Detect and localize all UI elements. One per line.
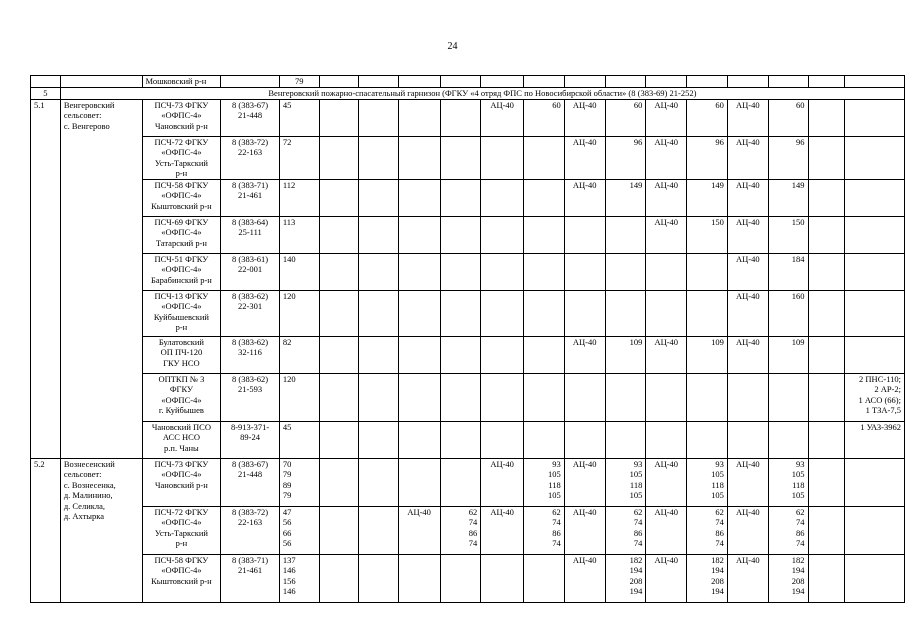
time-cell: 62 74 86 74 <box>605 506 646 554</box>
unit-cell: ОПТКП № 3 ФГКУ «ОФПС-4» г. Куйбышев <box>142 373 221 421</box>
phone-cell: 8 (383-61) 22-001 <box>221 253 280 290</box>
vehicle-cell: АЦ-40 <box>481 506 524 554</box>
time-cell: 62 74 86 74 <box>440 506 481 554</box>
vehicle-cell: АЦ-40 <box>727 136 768 179</box>
vehicle-cell: АЦ-40 <box>727 506 768 554</box>
phone-cell: 8 (383-67) 21-448 <box>221 458 280 506</box>
time-cell: 60 <box>687 99 728 136</box>
time-cell: 93 105 118 105 <box>605 458 646 506</box>
time-cell: 149 <box>768 179 808 216</box>
time-cell: 79 <box>279 76 319 88</box>
phone-cell: 8 (383-62) 32-116 <box>221 336 280 373</box>
vehicle-cell: АЦ-40 <box>727 554 768 602</box>
time-cell: 72 <box>279 136 319 179</box>
phone-cell: 8 (383-67) 21-448 <box>221 99 280 136</box>
settlement-cell: Вознесенский сельсовет: с. Вознесенка, д. Малинино, д. Селикла, д. Ахтырка <box>60 458 142 602</box>
table-row <box>31 373 905 421</box>
time-cell: 182 194 208 194 <box>768 554 808 602</box>
time-cell: 112 <box>279 179 319 216</box>
time-cell: 96 <box>605 136 646 179</box>
vehicle-cell: АЦ-40 <box>564 99 605 136</box>
table-row <box>31 179 905 216</box>
table-row <box>31 76 905 88</box>
unit-cell: ПСЧ-72 ФГКУ «ОФПС-4» Усть-Таркский р-н <box>142 506 221 554</box>
vehicle-cell: АЦ-40 <box>564 506 605 554</box>
time-cell: 140 <box>279 253 319 290</box>
time-cell: 182 194 208 194 <box>605 554 646 602</box>
phone-cell: 8 (383-64) 25-111 <box>221 216 280 253</box>
time-cell: 120 <box>279 373 319 421</box>
vehicle-cell: АЦ-40 <box>646 216 687 253</box>
time-cell: 149 <box>687 179 728 216</box>
vehicle-cell: АЦ-40 <box>727 458 768 506</box>
page-number: 24 <box>447 41 458 52</box>
phone-cell: 8 (383-72) 22-163 <box>221 506 280 554</box>
vehicle-cell: АЦ-40 <box>564 179 605 216</box>
fire-units-table <box>30 75 905 603</box>
time-cell: 109 <box>605 336 646 373</box>
time-cell: 45 <box>279 421 319 458</box>
vehicle-cell: АЦ-40 <box>727 99 768 136</box>
table-row <box>31 336 905 373</box>
time-cell: 184 <box>768 253 808 290</box>
unit-cell: ПСЧ-13 ФГКУ «ОФПС-4» Куйбышевский р-н <box>142 290 221 336</box>
vehicle-cell: АЦ-40 <box>564 336 605 373</box>
vehicle-cell: АЦ-40 <box>564 554 605 602</box>
time-cell: 96 <box>687 136 728 179</box>
vehicle-cell: АЦ-40 <box>727 179 768 216</box>
vehicle-cell: АЦ-40 <box>481 99 524 136</box>
time-cell: 62 74 86 74 <box>524 506 565 554</box>
vehicle-cell: АЦ-40 <box>646 179 687 216</box>
phone-cell: 8 (383-62) 21-593 <box>221 373 280 421</box>
subsection-number: 5.1 <box>31 99 61 458</box>
time-cell: 93 105 118 105 <box>524 458 565 506</box>
time-cell: 70 79 89 79 <box>279 458 319 506</box>
time-cell: 62 74 86 74 <box>768 506 808 554</box>
unit-cell: ПСЧ-58 ФГКУ «ОФПС-4» Кыштовский р-н <box>142 179 221 216</box>
subsection-number: 5.2 <box>31 458 61 602</box>
time-cell: 150 <box>768 216 808 253</box>
vehicle-cell: АЦ-40 <box>646 506 687 554</box>
unit-cell: Чановский ПСО АСС НСО р.п. Чаны <box>142 421 221 458</box>
time-cell: 45 <box>279 99 319 136</box>
time-cell: 93 105 118 105 <box>687 458 728 506</box>
vehicle-cell: АЦ-40 <box>727 253 768 290</box>
table-row <box>31 290 905 336</box>
table-row <box>31 253 905 290</box>
vehicle-cell: АЦ-40 <box>564 458 605 506</box>
vehicle-cell: АЦ-40 <box>727 216 768 253</box>
vehicle-cell: АЦ-40 <box>481 458 524 506</box>
time-cell: 113 <box>279 216 319 253</box>
time-cell: 120 <box>279 290 319 336</box>
time-cell: 82 <box>279 336 319 373</box>
time-cell: 47 56 66 56 <box>279 506 319 554</box>
unit-cell: ПСЧ-51 ФГКУ «ОФПС-4» Барабинский р-н <box>142 253 221 290</box>
phone-cell: 8 (383-71) 21-461 <box>221 554 280 602</box>
equipment-cell: 2 ПНС-110; 2 АР-2; 1 АСО (66); 1 ТЗА-7,5 <box>845 373 905 421</box>
time-cell: 109 <box>687 336 728 373</box>
time-cell: 137 146 156 146 <box>279 554 319 602</box>
table-row <box>31 554 905 602</box>
unit-cell: ПСЧ-73 ФГКУ «ОФПС-4» Чановский р-н <box>142 99 221 136</box>
time-cell: 182 194 208 194 <box>687 554 728 602</box>
section-number: 5 <box>31 88 61 100</box>
time-cell: 93 105 118 105 <box>768 458 808 506</box>
table-row <box>31 216 905 253</box>
table-row <box>31 136 905 179</box>
unit-cell: ПСЧ-73 ФГКУ «ОФПС-4» Чановский р-н <box>142 458 221 506</box>
garrison-title: Венгеровский пожарно-спасательный гарнизон (ФГКУ «4 отряд ФПС по Новосибирской области» (8 (383-69) 21-252) <box>60 88 904 100</box>
time-cell: 96 <box>768 136 808 179</box>
vehicle-cell: АЦ-40 <box>727 336 768 373</box>
time-cell: 60 <box>605 99 646 136</box>
vehicle-cell: АЦ-40 <box>564 136 605 179</box>
time-cell: 60 <box>524 99 565 136</box>
phone-cell: 8 (383-72) 22-163 <box>221 136 280 179</box>
unit-cell: ПСЧ-58 ФГКУ «ОФПС-4» Кыштовский р-н <box>142 554 221 602</box>
phone-cell: 8 (383-62) 22-301 <box>221 290 280 336</box>
vehicle-cell: АЦ-40 <box>646 136 687 179</box>
district-cell: Мошковский р-н <box>142 76 221 88</box>
garrison-row <box>31 88 905 100</box>
table-row <box>31 421 905 458</box>
settlement-cell: Венгеровский сельсовет: с. Венгерово <box>60 99 142 458</box>
vehicle-cell: АЦ-40 <box>646 458 687 506</box>
unit-cell: ПСЧ-72 ФГКУ «ОФПС-4» Усть-Таркский р-н <box>142 136 221 179</box>
time-cell: 149 <box>605 179 646 216</box>
time-cell: 109 <box>768 336 808 373</box>
vehicle-cell: АЦ-40 <box>398 506 440 554</box>
phone-cell: 8 (383-71) 21-461 <box>221 179 280 216</box>
table-row <box>31 99 905 136</box>
equipment-cell: 1 УАЗ-3962 <box>845 421 905 458</box>
table-row <box>31 458 905 506</box>
time-cell: 160 <box>768 290 808 336</box>
phone-cell: 8-913-371- 89-24 <box>221 421 280 458</box>
unit-cell: ПСЧ-69 ФГКУ «ОФПС-4» Татарский р-н <box>142 216 221 253</box>
vehicle-cell: АЦ-40 <box>727 290 768 336</box>
time-cell: 62 74 86 74 <box>687 506 728 554</box>
vehicle-cell: АЦ-40 <box>646 336 687 373</box>
time-cell: 150 <box>687 216 728 253</box>
vehicle-cell: АЦ-40 <box>646 99 687 136</box>
vehicle-cell: АЦ-40 <box>646 554 687 602</box>
table-row <box>31 506 905 554</box>
unit-cell: Булатовский ОП ПЧ-120 ГКУ НСО <box>142 336 221 373</box>
time-cell: 60 <box>768 99 808 136</box>
